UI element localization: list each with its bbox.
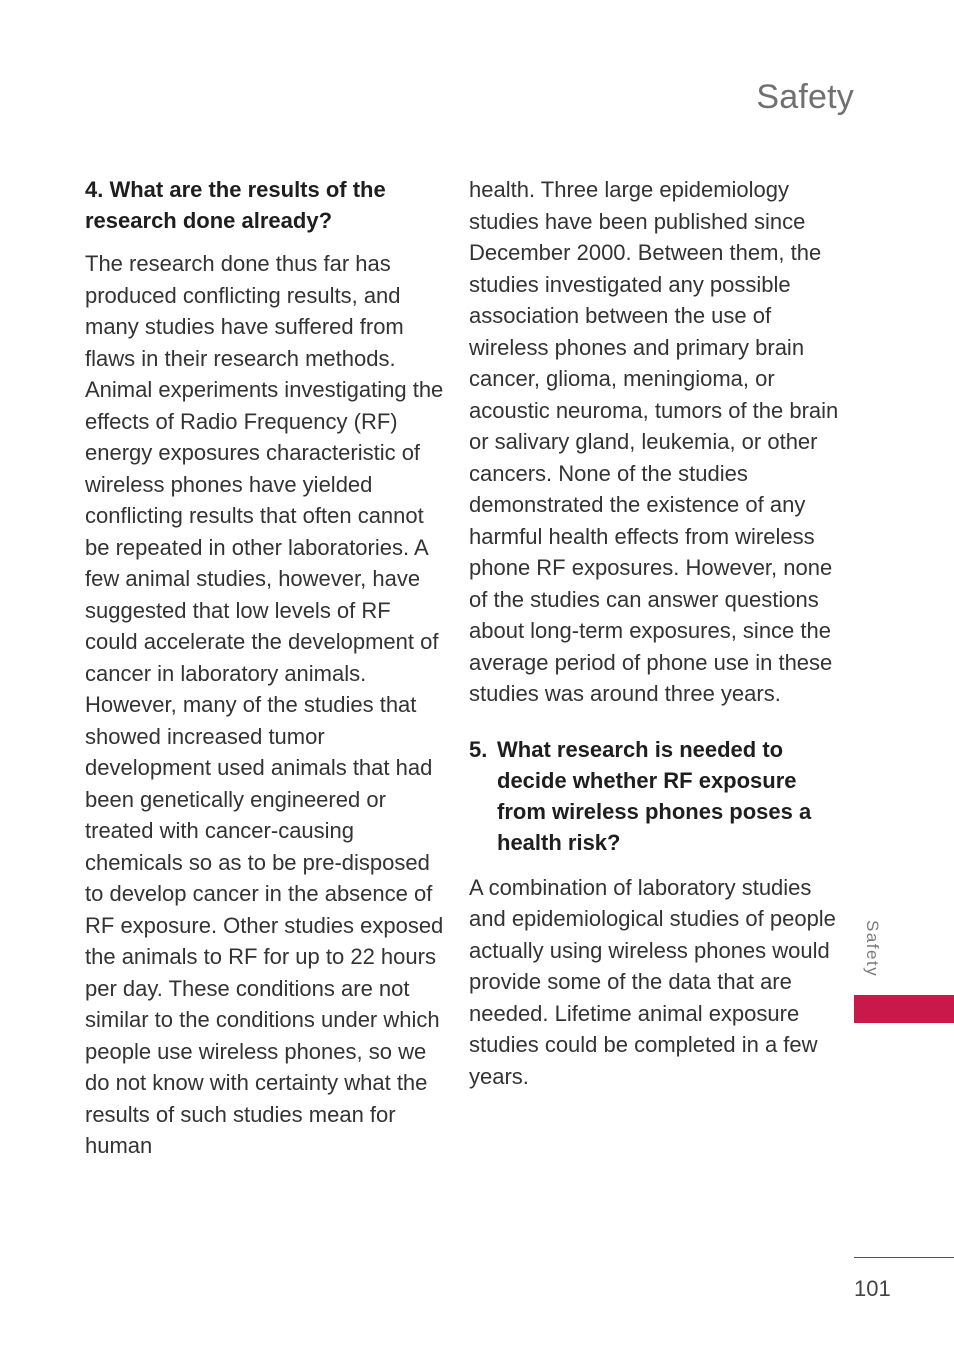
question-5-body: A combination of laboratory studies and epidemiological studies of people actually using wireless phones would provide some of the data that are needed. Lifetime animal exposure studies could be completed in a few years. [469, 874, 836, 1089]
continued-body: health. Three large epidemiology studies have been published since December 2000. Between them, the studies investigated any possible association between the use of wireless phones and primary brain cancer, glioma, meningioma, or acoustic neuroma, tumors of the brain or salivary gland, leukemia, or other cancers. None of the studies demonstrated the existence of any harmful health effects from wireless phone RF exposures. However, none of the studies can answer questions about long-term exposures, since the average period of phone use in these studies was around three years. [469, 177, 839, 706]
question-5-text: What research is needed to decide whether RF exposure from wireless phones poses a health risk? [497, 736, 812, 855]
side-tab-label: Safety [863, 920, 882, 978]
left-column [85, 174, 445, 1162]
page-section-title: Safety [756, 78, 854, 116]
question-4-heading: 4. What are the results of the research done already? [85, 177, 386, 233]
right-column [469, 174, 839, 1092]
question-5-heading [469, 734, 839, 858]
footer-divider [854, 1257, 954, 1258]
question-5-number: 5. [469, 736, 488, 762]
question-4-body: The research done thus far has produced conflicting results, and many studies have suffered from flaws in their research methods. Animal experiments investigating the effects of Radio Frequency (RF) energy exposures characteristic of wireless phones have yielded conflicting results that often cannot be repeated in other laboratories. A few animal studies, however, have suggested that low levels of RF could accelerate the development of cancer in laboratory animals. However, many of the studies that showed increased tumor development used animals that had been genetically engineered or treated with cancer-causing chemicals so as to be pre-disposed to develop cancer in the absence of RF exposure. Other studies exposed the animals to RF for up to 22 hours per day. These conditions are not similar to the conditions under which people use wireless phones, so we do not know with certainty what the results of such studies mean for human [85, 251, 444, 1158]
side-tab-marker [854, 995, 954, 1023]
page-number: 101 [854, 1276, 891, 1301]
